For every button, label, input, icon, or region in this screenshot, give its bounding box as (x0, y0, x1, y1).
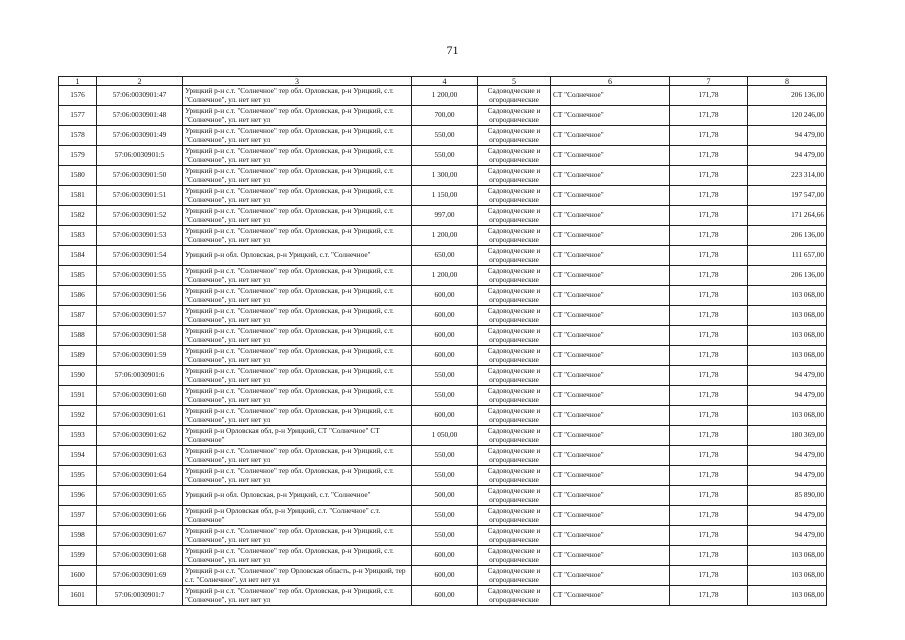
plot-address: Урицкий р-н с.т. "Солнечное" тер Орловская область, р-н Урицкий, тер с.т. "Солнечное", ул нет нет ул (183, 566, 412, 586)
plot-area: 550,00 (412, 146, 478, 166)
unit-price: 171,78 (670, 126, 748, 146)
table-row (59, 366, 827, 386)
land-use-purpose: Садоводческие и огороднические (478, 206, 551, 226)
table-row (59, 146, 827, 166)
plot-owner: СТ "Солнечное" (551, 466, 670, 486)
unit-price: 171,78 (670, 386, 748, 406)
cadastral-value: 206 136,00 (748, 86, 827, 106)
land-use-purpose: Садоводческие и огороднические (478, 326, 551, 346)
land-use-purpose: Садоводческие и огороднические (478, 286, 551, 306)
cadastral-number: 57:06:0030901:62 (97, 426, 183, 446)
cadastral-number: 57:06:0030901:48 (97, 106, 183, 126)
cadastral-value: 103 068,00 (748, 306, 827, 326)
cadastral-value: 94 479,00 (748, 386, 827, 406)
plot-owner: СТ "Солнечное" (551, 546, 670, 566)
plot-address: Урицкий р-н с.т. "Солнечное" тер обл. Орловская, р-н Урицкий, с.т. "Солнечное", ул. нет нет ул (183, 206, 412, 226)
cadastral-value: 85 890,00 (748, 486, 827, 506)
plot-address: Урицкий р-н с.т. "Солнечное" тер обл. Орловская, р-н Урицкий, с.т. "Солнечное", ул. нет нет ул (183, 286, 412, 306)
plot-area: 500,00 (412, 486, 478, 506)
plot-area: 550,00 (412, 446, 478, 466)
plot-address: Урицкий р-н с.т. "Солнечное" тер обл. Орловская, р-н Урицкий, с.т. "Солнечное", ул. нет нет ул (183, 106, 412, 126)
cadastral-number: 57:06:0030901:64 (97, 466, 183, 486)
row-number: 1601 (59, 586, 97, 606)
cadastral-value: 103 068,00 (748, 346, 827, 366)
unit-price: 171,78 (670, 186, 748, 206)
unit-price: 171,78 (670, 306, 748, 326)
cadastral-value: 103 068,00 (748, 566, 827, 586)
cadastral-number: 57:06:0030901:61 (97, 406, 183, 426)
land-use-purpose: Садоводческие и огороднические (478, 266, 551, 286)
table-row (59, 486, 827, 506)
column-header: 5 (478, 77, 551, 86)
row-number: 1599 (59, 546, 97, 566)
unit-price: 171,78 (670, 346, 748, 366)
plot-owner: СТ "Солнечное" (551, 426, 670, 446)
plot-area: 600,00 (412, 306, 478, 326)
table-row (59, 506, 827, 526)
plot-owner: СТ "Солнечное" (551, 206, 670, 226)
table-row (59, 126, 827, 146)
cadastral-value: 171 264,66 (748, 206, 827, 226)
land-use-purpose: Садоводческие и огороднические (478, 566, 551, 586)
plot-area: 600,00 (412, 286, 478, 306)
unit-price: 171,78 (670, 406, 748, 426)
plot-area: 650,00 (412, 246, 478, 266)
land-use-purpose: Садоводческие и огороднические (478, 166, 551, 186)
plot-owner: СТ "Солнечное" (551, 186, 670, 206)
land-use-purpose: Садоводческие и огороднические (478, 126, 551, 146)
land-use-purpose: Садоводческие и огороднические (478, 406, 551, 426)
plot-area: 1 200,00 (412, 226, 478, 246)
land-use-purpose: Садоводческие и огороднические (478, 366, 551, 386)
land-use-purpose: Садоводческие и огороднические (478, 386, 551, 406)
cadastral-value: 103 068,00 (748, 546, 827, 566)
row-number: 1580 (59, 166, 97, 186)
cadastral-value: 94 479,00 (748, 146, 827, 166)
cadastral-value: 197 547,00 (748, 186, 827, 206)
plot-area: 997,00 (412, 206, 478, 226)
unit-price: 171,78 (670, 586, 748, 606)
cadastral-value: 120 246,00 (748, 106, 827, 126)
row-number: 1592 (59, 406, 97, 426)
cadastral-number: 57:06:0030901:52 (97, 206, 183, 226)
column-header: 3 (183, 77, 412, 86)
plot-address: Урицкий р-н с.т. "Солнечное" тер обл. Орловская, р-н Урицкий, с.т. "Солнечное", ул. нет нет ул (183, 546, 412, 566)
land-use-purpose: Садоводческие и огороднические (478, 226, 551, 246)
cadastral-number: 57:06:0030901:58 (97, 326, 183, 346)
table-body (59, 86, 827, 606)
cadastral-number: 57:06:0030901:69 (97, 566, 183, 586)
land-use-purpose: Садоводческие и огороднические (478, 86, 551, 106)
cadastral-value: 94 479,00 (748, 526, 827, 546)
table-row (59, 446, 827, 466)
unit-price: 171,78 (670, 546, 748, 566)
cadastral-number: 57:06:0030901:68 (97, 546, 183, 566)
plot-owner: СТ "Солнечное" (551, 526, 670, 546)
unit-price: 171,78 (670, 226, 748, 246)
plot-address: Урицкий р-н с.т. "Солнечное" тер обл. Орловская, р-н Урицкий, с.т. "Солнечное", ул. нет нет ул (183, 526, 412, 546)
plot-owner: СТ "Солнечное" (551, 506, 670, 526)
land-use-purpose: Садоводческие и огороднические (478, 246, 551, 266)
table-row (59, 526, 827, 546)
plot-owner: СТ "Солнечное" (551, 286, 670, 306)
cadastral-number: 57:06:0030901:53 (97, 226, 183, 246)
table-row (59, 186, 827, 206)
unit-price: 171,78 (670, 566, 748, 586)
table-row (59, 286, 827, 306)
plot-owner: СТ "Солнечное" (551, 386, 670, 406)
cadastral-value: 103 068,00 (748, 326, 827, 346)
cadastral-value: 94 479,00 (748, 126, 827, 146)
plot-area: 1 200,00 (412, 86, 478, 106)
cadastral-number: 57:06:0030901:67 (97, 526, 183, 546)
plot-owner: СТ "Солнечное" (551, 406, 670, 426)
unit-price: 171,78 (670, 106, 748, 126)
cadastral-value: 223 314,00 (748, 166, 827, 186)
row-number: 1582 (59, 206, 97, 226)
cadastral-number: 57:06:0030901:59 (97, 346, 183, 366)
row-number: 1598 (59, 526, 97, 546)
plot-area: 600,00 (412, 566, 478, 586)
unit-price: 171,78 (670, 466, 748, 486)
unit-price: 171,78 (670, 146, 748, 166)
cadastral-value: 94 479,00 (748, 446, 827, 466)
row-number: 1600 (59, 566, 97, 586)
cadastral-value: 206 136,00 (748, 226, 827, 246)
unit-price: 171,78 (670, 526, 748, 546)
row-number: 1594 (59, 446, 97, 466)
plot-area: 1 050,00 (412, 426, 478, 446)
table-row (59, 106, 827, 126)
plot-address: Урицкий р-н Орловская обл, р-н Урицкий, СТ "Солнечное" СТ "Солнечное" (183, 426, 412, 446)
column-header: 4 (412, 77, 478, 86)
plot-area: 600,00 (412, 586, 478, 606)
plot-owner: СТ "Солнечное" (551, 266, 670, 286)
plot-owner: СТ "Солнечное" (551, 366, 670, 386)
land-use-purpose: Садоводческие и огороднические (478, 346, 551, 366)
plot-area: 550,00 (412, 526, 478, 546)
plot-address: Урицкий р-н с.т. "Солнечное" тер обл. Орловская, р-н Урицкий, с.т. "Солнечное", ул. нет нет ул (183, 406, 412, 426)
land-use-purpose: Садоводческие и огороднические (478, 466, 551, 486)
plot-address: Урицкий р-н с.т. "Солнечное" тер обл. Орловская, р-н Урицкий, с.т. "Солнечное", ул. нет нет ул (183, 146, 412, 166)
land-use-purpose: Садоводческие и огороднические (478, 446, 551, 466)
table-row (59, 266, 827, 286)
table-row (59, 306, 827, 326)
plot-address: Урицкий р-н Орловская обл, р-н Урицкий, с.т. "Солнечное" с.т. "Солнечное" (183, 506, 412, 526)
column-header: 1 (59, 77, 97, 86)
plot-area: 600,00 (412, 546, 478, 566)
row-number: 1576 (59, 86, 97, 106)
plot-address: Урицкий р-н с.т. "Солнечное" тер обл. Орловская, р-н Урицкий, с.т. "Солнечное", ул. нет нет ул (183, 326, 412, 346)
plot-area: 600,00 (412, 326, 478, 346)
row-number: 1595 (59, 466, 97, 486)
row-number: 1593 (59, 426, 97, 446)
cadastral-number: 57:06:0030901:57 (97, 306, 183, 326)
plot-address: Урицкий р-н с.т. "Солнечное" тер обл. Орловская, р-н Урицкий, с.т. "Солнечное", ул. нет нет ул (183, 366, 412, 386)
land-use-purpose: Садоводческие и огороднические (478, 586, 551, 606)
plot-address: Урицкий р-н с.т. "Солнечное" тер обл. Орловская, р-н Урицкий, с.т. "Солнечное", ул. нет нет ул (183, 166, 412, 186)
plot-owner: СТ "Солнечное" (551, 586, 670, 606)
plot-owner: СТ "Солнечное" (551, 86, 670, 106)
table-row (59, 86, 827, 106)
row-number: 1597 (59, 506, 97, 526)
plot-address: Урицкий р-н с.т. "Солнечное" тер обл. Орловская, р-н Урицкий, с.т. "Солнечное", ул. нет нет ул (183, 466, 412, 486)
column-header: 6 (551, 77, 670, 86)
plot-owner: СТ "Солнечное" (551, 306, 670, 326)
plot-area: 550,00 (412, 386, 478, 406)
table-row (59, 586, 827, 606)
cadastral-value: 94 479,00 (748, 466, 827, 486)
land-use-purpose: Садоводческие и огороднические (478, 486, 551, 506)
plot-owner: СТ "Солнечное" (551, 446, 670, 466)
unit-price: 171,78 (670, 86, 748, 106)
plot-area: 1 200,00 (412, 266, 478, 286)
row-number: 1591 (59, 386, 97, 406)
cadastral-value: 103 068,00 (748, 586, 827, 606)
cadastral-number: 57:06:0030901:47 (97, 86, 183, 106)
row-number: 1590 (59, 366, 97, 386)
row-number: 1589 (59, 346, 97, 366)
plot-address: Урицкий р-н с.т. "Солнечное" тер обл. Орловская, р-н Урицкий, с.т. "Солнечное", ул. нет нет ул (183, 306, 412, 326)
land-use-purpose: Садоводческие и огороднические (478, 426, 551, 446)
plot-area: 600,00 (412, 406, 478, 426)
unit-price: 171,78 (670, 266, 748, 286)
cadastral-value: 180 369,00 (748, 426, 827, 446)
land-use-purpose: Садоводческие и огороднические (478, 546, 551, 566)
unit-price: 171,78 (670, 246, 748, 266)
table-row (59, 206, 827, 226)
cadastral-number: 57:06:0030901:51 (97, 186, 183, 206)
row-number: 1585 (59, 266, 97, 286)
unit-price: 171,78 (670, 286, 748, 306)
plot-address: Урицкий р-н с.т. "Солнечное" тер обл. Орловская, р-н Урицкий, с.т. "Солнечное", ул. нет нет ул (183, 386, 412, 406)
cadastral-number: 57:06:0030901:60 (97, 386, 183, 406)
plot-address: Урицкий р-н обл. Орловская, р-н Урицкий, с.т. "Солнечное" (183, 486, 412, 506)
table-row (59, 166, 827, 186)
unit-price: 171,78 (670, 366, 748, 386)
plot-area: 550,00 (412, 466, 478, 486)
table-row (59, 566, 827, 586)
plot-address: Урицкий р-н с.т. "Солнечное" тер обл. Орловская, р-н Урицкий, с.т. "Солнечное", ул. нет нет ул (183, 586, 412, 606)
plot-owner: СТ "Солнечное" (551, 106, 670, 126)
cadastral-number: 57:06:0030901:6 (97, 366, 183, 386)
cadastral-value: 206 136,00 (748, 266, 827, 286)
plot-owner: СТ "Солнечное" (551, 126, 670, 146)
table-row (59, 346, 827, 366)
land-use-purpose: Садоводческие и огороднические (478, 306, 551, 326)
table-row (59, 326, 827, 346)
row-number: 1584 (59, 246, 97, 266)
land-plots-table (58, 76, 827, 606)
plot-address: Урицкий р-н с.т. "Солнечное" тер обл. Орловская, р-н Урицкий, с.т. "Солнечное", ул. нет нет ул (183, 86, 412, 106)
row-number: 1581 (59, 186, 97, 206)
cadastral-number: 57:06:0030901:66 (97, 506, 183, 526)
row-number: 1586 (59, 286, 97, 306)
table-row (59, 226, 827, 246)
plot-area: 1 150,00 (412, 186, 478, 206)
land-use-purpose: Садоводческие и огороднические (478, 146, 551, 166)
plot-owner: СТ "Солнечное" (551, 566, 670, 586)
cadastral-number: 57:06:0030901:63 (97, 446, 183, 466)
cadastral-value: 94 479,00 (748, 506, 827, 526)
plot-area: 600,00 (412, 346, 478, 366)
unit-price: 171,78 (670, 166, 748, 186)
cadastral-value: 94 479,00 (748, 366, 827, 386)
unit-price: 171,78 (670, 506, 748, 526)
land-use-purpose: Садоводческие и огороднические (478, 106, 551, 126)
land-use-purpose: Садоводческие и огороднические (478, 526, 551, 546)
land-use-purpose: Садоводческие и огороднические (478, 186, 551, 206)
plot-address: Урицкий р-н обл. Орловская, р-н Урицкий, с.т. "Солнечное" (183, 246, 412, 266)
plot-address: Урицкий р-н с.т. "Солнечное" тер обл. Орловская, р-н Урицкий, с.т. "Солнечное", ул. нет нет ул (183, 186, 412, 206)
plot-owner: СТ "Солнечное" (551, 146, 670, 166)
cadastral-value: 103 068,00 (748, 406, 827, 426)
cadastral-value: 111 657,00 (748, 246, 827, 266)
table-row (59, 466, 827, 486)
cadastral-number: 57:06:0030901:7 (97, 586, 183, 606)
column-number-row (59, 77, 827, 86)
cadastral-number: 57:06:0030901:54 (97, 246, 183, 266)
cadastral-number: 57:06:0030901:65 (97, 486, 183, 506)
column-header: 7 (670, 77, 748, 86)
plot-area: 550,00 (412, 126, 478, 146)
table-row (59, 386, 827, 406)
table-row (59, 426, 827, 446)
table-row (59, 246, 827, 266)
column-header: 2 (97, 77, 183, 86)
row-number: 1583 (59, 226, 97, 246)
plot-owner: СТ "Солнечное" (551, 166, 670, 186)
plot-owner: СТ "Солнечное" (551, 246, 670, 266)
unit-price: 171,78 (670, 426, 748, 446)
row-number: 1596 (59, 486, 97, 506)
column-header: 8 (748, 77, 827, 86)
plot-owner: СТ "Солнечное" (551, 346, 670, 366)
plot-address: Урицкий р-н с.т. "Солнечное" тер обл. Орловская, р-н Урицкий, с.т. "Солнечное", ул. нет нет ул (183, 266, 412, 286)
cadastral-value: 103 068,00 (748, 286, 827, 306)
plot-address: Урицкий р-н с.т. "Солнечное" тер обл. Орловская, р-н Урицкий, с.т. "Солнечное", ул. нет нет ул (183, 346, 412, 366)
unit-price: 171,78 (670, 206, 748, 226)
unit-price: 171,78 (670, 446, 748, 466)
plot-address: Урицкий р-н с.т. "Солнечное" тер обл. Орловская, р-н Урицкий, с.т. "Солнечное", ул. нет нет ул (183, 126, 412, 146)
land-use-purpose: Садоводческие и огороднические (478, 506, 551, 526)
plot-area: 700,00 (412, 106, 478, 126)
cadastral-number: 57:06:0030901:50 (97, 166, 183, 186)
row-number: 1578 (59, 126, 97, 146)
cadastral-number: 57:06:0030901:55 (97, 266, 183, 286)
page-number: 71 (446, 43, 459, 57)
plot-owner: СТ "Солнечное" (551, 326, 670, 346)
row-number: 1577 (59, 106, 97, 126)
plot-area: 1 300,00 (412, 166, 478, 186)
table-row (59, 546, 827, 566)
plot-area: 550,00 (412, 366, 478, 386)
plot-address: Урицкий р-н с.т. "Солнечное" тер обл. Орловская, р-н Урицкий, с.т. "Солнечное", ул. нет нет ул (183, 226, 412, 246)
plot-owner: СТ "Солнечное" (551, 226, 670, 246)
row-number: 1579 (59, 146, 97, 166)
plot-owner: СТ "Солнечное" (551, 486, 670, 506)
plot-address: Урицкий р-н с.т. "Солнечное" тер обл. Орловская, р-н Урицкий, с.т. "Солнечное", ул. нет нет ул (183, 446, 412, 466)
cadastral-number: 57:06:0030901:56 (97, 286, 183, 306)
cadastral-number: 57:06:0030901:5 (97, 146, 183, 166)
cadastral-number: 57:06:0030901:49 (97, 126, 183, 146)
unit-price: 171,78 (670, 486, 748, 506)
plot-area: 550,00 (412, 506, 478, 526)
table-row (59, 406, 827, 426)
row-number: 1587 (59, 306, 97, 326)
unit-price: 171,78 (670, 326, 748, 346)
row-number: 1588 (59, 326, 97, 346)
